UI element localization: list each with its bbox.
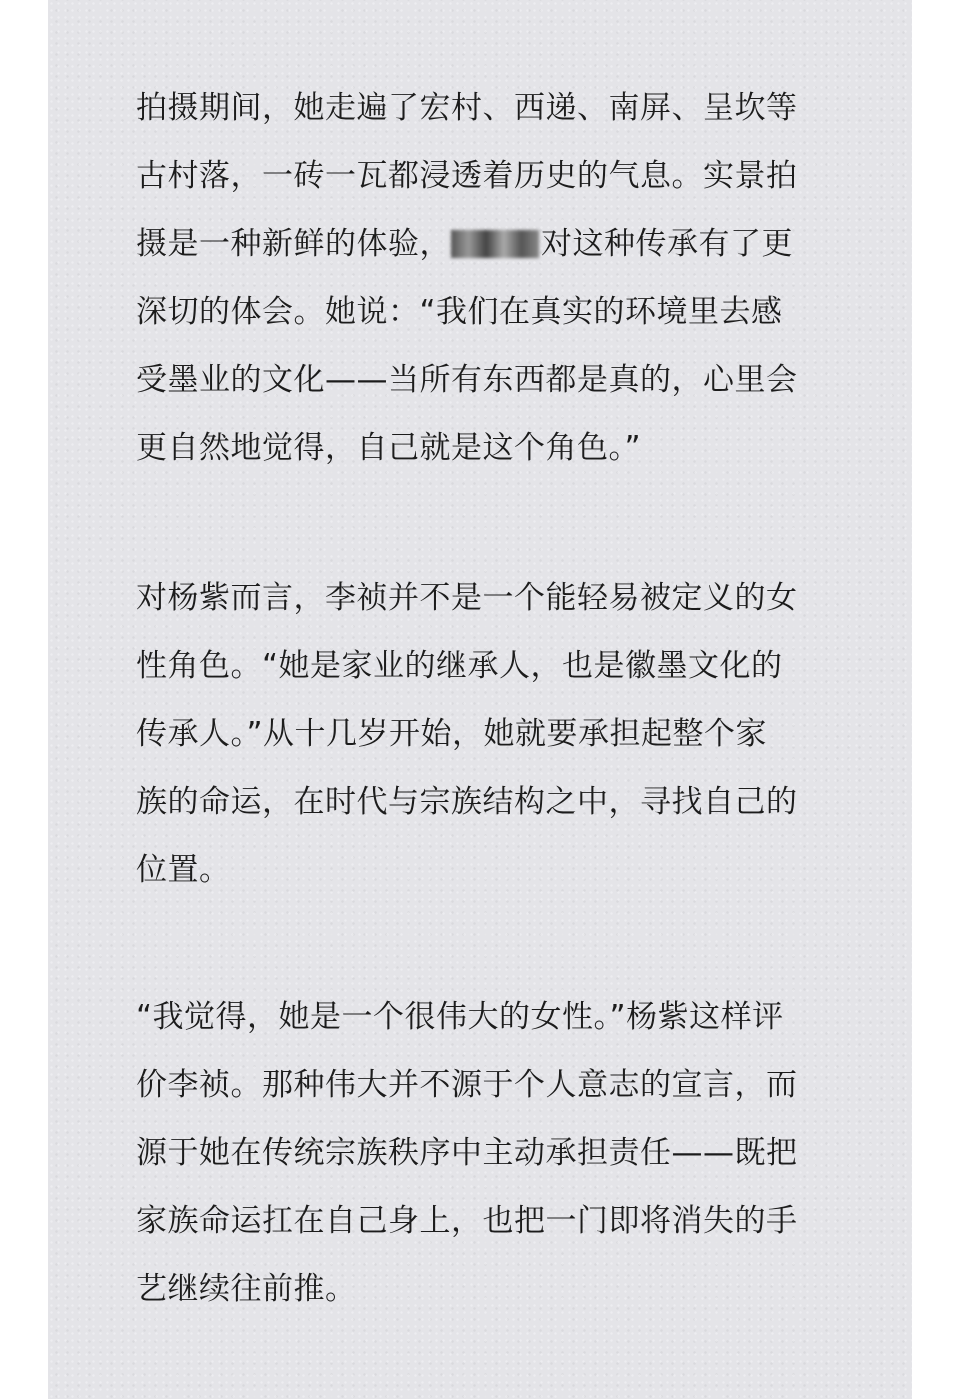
paragraph-line-start: 摄是一种新鲜的体验， [136,226,451,262]
paragraph-line: 价李祯。那种伟大并不源于个人意志的宣言，而 [136,1067,798,1103]
paragraph-2 [136,564,836,904]
paragraph-line: 家族命运扛在自己身上，也把一门即将消失的手 [136,1203,798,1239]
paragraph-1 [136,74,836,482]
paragraph-line: 传承人。”从十几岁开始，她就要承担起整个家 [136,716,768,752]
paper-background [48,0,912,1399]
paragraph-line-with-redaction [136,210,836,278]
paragraph-line: 古村落，一砖一瓦都浸透着历史的气息。实景拍 [136,158,798,194]
paragraph-line: 族的命运，在时代与宗族结构之中，寻找自己的 [136,784,798,820]
paragraph-line: 艺继续往前推。 [136,1271,357,1307]
paragraph-line: “我觉得，她是一个很伟大的女性。”杨紫这样评 [136,999,784,1035]
paragraph-3 [136,983,836,1323]
paragraph-line: 对杨紫而言，李祯并不是一个能轻易被定义的女 [136,580,798,616]
paragraph-line: 源于她在传统宗族秩序中主动承担责任——既把 [136,1135,798,1171]
paragraph-line: 更自然地觉得，自己就是这个角色。” [136,430,642,466]
paragraph-line: 位置。 [136,852,231,888]
paragraph-line: 受墨业的文化——当所有东西都是真的，心里会 [136,362,798,398]
blurred-redaction [451,230,539,258]
paragraph-line: 深切的体会。她说：“我们在真实的环境里去感 [136,294,783,330]
paragraph-line-end: 对这种传承有了更 [541,226,793,262]
paragraph-line: 拍摄期间，她走遍了宏村、西递、南屏、呈坎等 [136,90,798,126]
paragraph-line: 性角色。“她是家业的继承人，也是徽墨文化的 [136,648,783,684]
